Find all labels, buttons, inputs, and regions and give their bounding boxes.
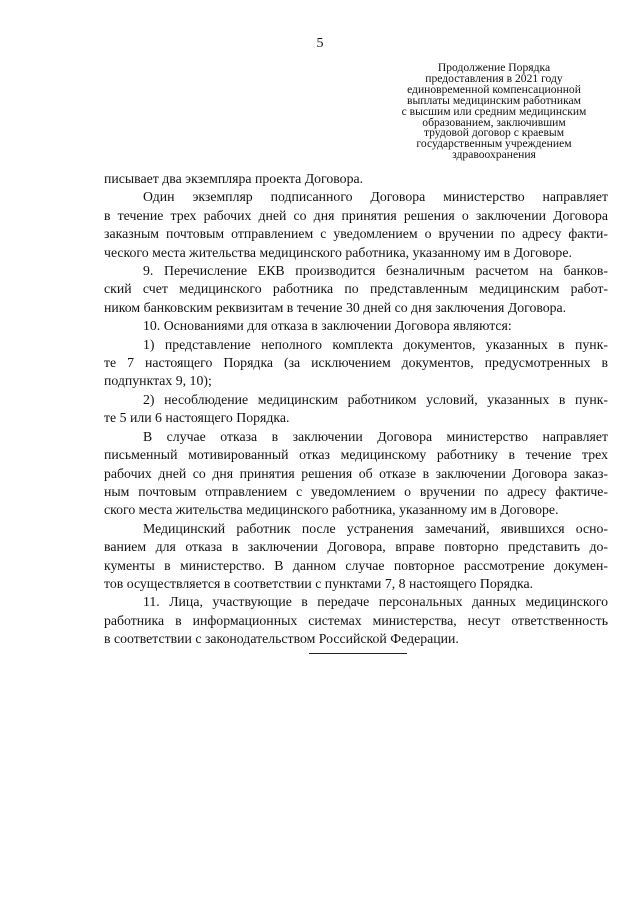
paragraph-subitem-2 (104, 391, 608, 428)
paragraph-item-11 (104, 593, 608, 648)
text-line: письменный мотивированный отказ медицинскому работнику в течение трех (104, 447, 608, 463)
header-line: единовременной компенсационной (407, 82, 581, 96)
text-line: 10. Основаниями для отказа в заключении Договора являются: (143, 318, 512, 334)
paragraph-refusal (104, 428, 608, 520)
page-number: 5 (316, 36, 324, 51)
paragraph-continuation (104, 170, 608, 188)
text-line: ский счет медицинского работника по представленным медицинским работ- (104, 281, 608, 297)
text-line: в течение трех рабочих дней со дня принятия решения о заключении Договора (104, 207, 608, 223)
text-line: Один экземпляр подписанного Договора министерство направляет (143, 189, 608, 205)
header-line: предоставления в 2021 году (425, 71, 563, 85)
text-line: ником банковским реквизитам в течение 30 дней со дня заключения Договора. (104, 299, 567, 315)
text-line: 9. Перечисление ЕКВ производится безналичным расчетом на банков- (143, 263, 608, 279)
paragraph-contract-copy (104, 188, 608, 262)
text-line: ческого места жительства медицинского работника, указанному им в Договоре. (104, 244, 572, 260)
text-line: ным почтовым отправлением с уведомлением о вручении по адресу фактиче- (104, 483, 608, 499)
text-line: ванием для отказа в заключении Договора, вправе повторно представить до- (104, 539, 608, 555)
text-line: те 5 или 6 настоящего Порядка. (104, 410, 290, 426)
text-line: рабочих дней со дня принятия решения об отказе в заключении Договора заказ- (104, 465, 608, 481)
text-line: работника в информационных системах министерства, несут ответственность (104, 612, 608, 628)
paragraph-item-10 (104, 317, 608, 335)
text-line: в соответствии с законодательством Российской Федерации. (104, 631, 459, 647)
text-line: В случае отказа в заключении Договора министерство направляет (143, 428, 608, 444)
header-line: образованием, заключившим (422, 115, 566, 129)
paragraph-resubmission (104, 520, 608, 594)
header-line: с высшим или средним медицинским (401, 104, 587, 118)
text-line: тов осуществляется в соответствии с пунктами 7, 8 настоящего Порядка. (104, 575, 534, 591)
text-line: ского места жительства медицинского работника, указанному им в Договоре. (104, 502, 559, 518)
text-line: 2) несоблюдение медицинским работником условий, указанных в пунк- (143, 391, 608, 407)
header-line: выплаты медицинским работникам (406, 93, 582, 107)
header-line: государственным учреждением (416, 137, 572, 151)
text-line: 1) представление неполного комплекта документов, указанных в пунк- (143, 336, 608, 352)
text-line: заказным почтовым отправлением с уведомлением о вручении по адресу факти- (104, 226, 608, 242)
document-header-continuation (376, 63, 612, 161)
text-line: кументы в министерство. В данном случае повторное рассмотрение докумен- (104, 557, 608, 573)
header-line: здравоохранения (452, 148, 536, 162)
paragraph-item-9 (104, 262, 608, 317)
end-divider-line (309, 653, 407, 654)
document-body (104, 170, 608, 649)
text-line: подпунктах 9, 10); (104, 373, 212, 389)
text-line: Медицинский работник после устранения замечаний, явившихся осно- (143, 520, 608, 536)
text-line: 11. Лица, участвующие в передаче персональных данных медицинского (143, 594, 608, 610)
header-line: Продолжение Порядка (437, 61, 551, 74)
text-line: писывает два экземпляра проекта Договора. (104, 171, 364, 186)
text-line: те 7 настоящего Порядка (за исключением документов, предусмотренных в (104, 355, 608, 371)
paragraph-subitem-1 (104, 336, 608, 391)
header-line: трудовой договор с краевым (423, 126, 565, 140)
